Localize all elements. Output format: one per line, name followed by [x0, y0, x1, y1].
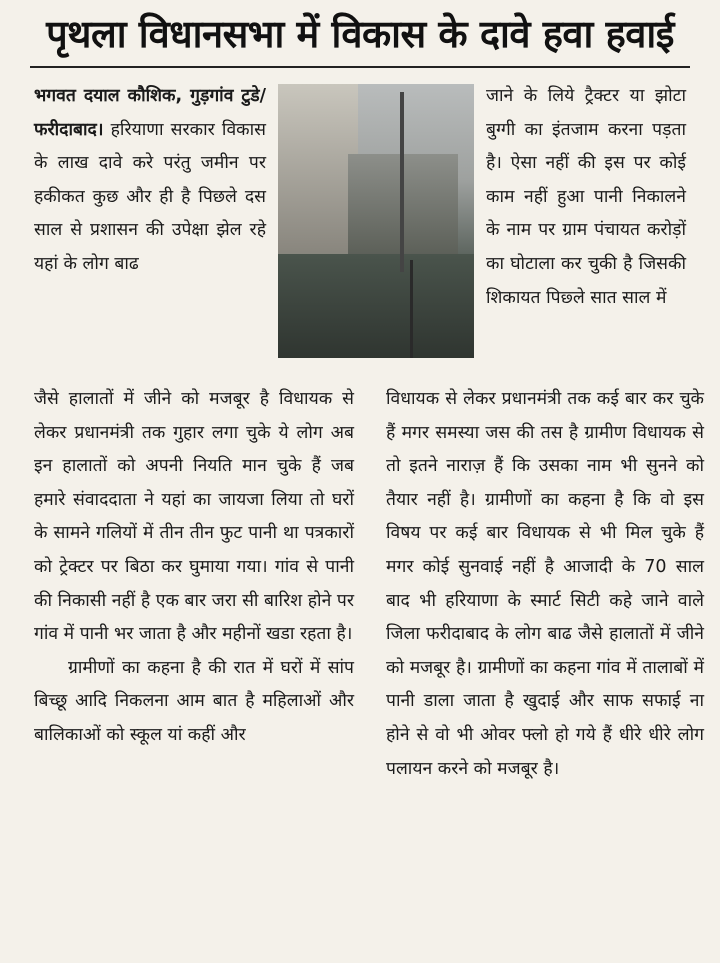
column-2-bottom [386, 383, 704, 786]
col2-top-text: जाने के लिये ट्रैक्टर या झोटा बुग्गी का इंतजाम करना पड़ता है। ऐसा नहीं की इस पर कोई काम नहीं हुआ पानी निकालने के नाम पर ग्राम पंचायत करोड़ों का घोटाला कर चुकी है जिसकी शिकायत पिछ्ले सात साल में [486, 86, 686, 308]
headline: पृथला विधानसभा में विकास के दावे हवा हवाई [46, 12, 674, 56]
byline: भगवत दयाल कौशिक, गुड़गांव टुडे/ फरीदाबाद। [34, 86, 266, 140]
col1-para2: ग्रामीणों का कहना है की रात में घरों में सांप बिच्छू आदि निकलना आम बात है महिलाओं और बालिकाओं को स्कूल यां कहीं और [34, 657, 354, 745]
col2-bottom-text: विधायक से लेकर प्रधानमंत्री तक कई बार कर चुके हैं मगर समस्या जस की तस है ग्रामीण विधायक से तो इतने नाराज़ हैं कि उसका नाम भी सुनने को तैयार नहीं है। ग्रामीणों का कहना है कि वो इस विषय पर कई बार विधायक से भी मिल चुके हैं मगर कोई सुनवाई नहीं है आजादी के 70 साल बाद भी हरियाणा के स्मार्ट सिटी कहे जाने वाले जिला फरीदाबाद के लोग बाढ जैसे हालातों में जीने को मजबूर है। ग्रामीणों का कहना गांव में तालाबों में पानी डाला जाता है खुदाई और साफ सफाई ना होने से वो भी ओवर फ्लो हो गये हैं धीरे धीरे लोग पलायन करने को मजबूर है। [386, 389, 704, 779]
flood-photo [278, 84, 474, 358]
headline-rule [30, 66, 690, 68]
lead-text: हरियाणा सरकार विकास के लाख दावे करे परंतु जमीन पर हकीकत कुछ और ही है पिछले दस साल से प्रशासन की उपेक्षा झेल रहे यहां के लोग बाढ [34, 119, 266, 274]
column-1-bottom [34, 383, 354, 753]
column-1-top [34, 80, 266, 282]
col1-para1: जैसे हालातों में जीने को मजबूर है विधायक से लेकर प्रधानमंत्री तक गुहार लगा चुके ये लोग अब इन हालातों को अपनी नियति मान चुके हैं जब हमारे संवाददाता ने यहां का जायजा लिया तो घरों के सामने गलियों में तीन तीन फुट पानी था पत्रकारों को ट्रेक्टर पर बिठा कर घुमाया गया। गांव से पानी की निकासी नहीं है एक बार जरा सी बारिश होने पर गांव में पानी भर जाता है और महीनों खडा रहता है। [34, 389, 354, 645]
column-3-top [486, 80, 686, 315]
